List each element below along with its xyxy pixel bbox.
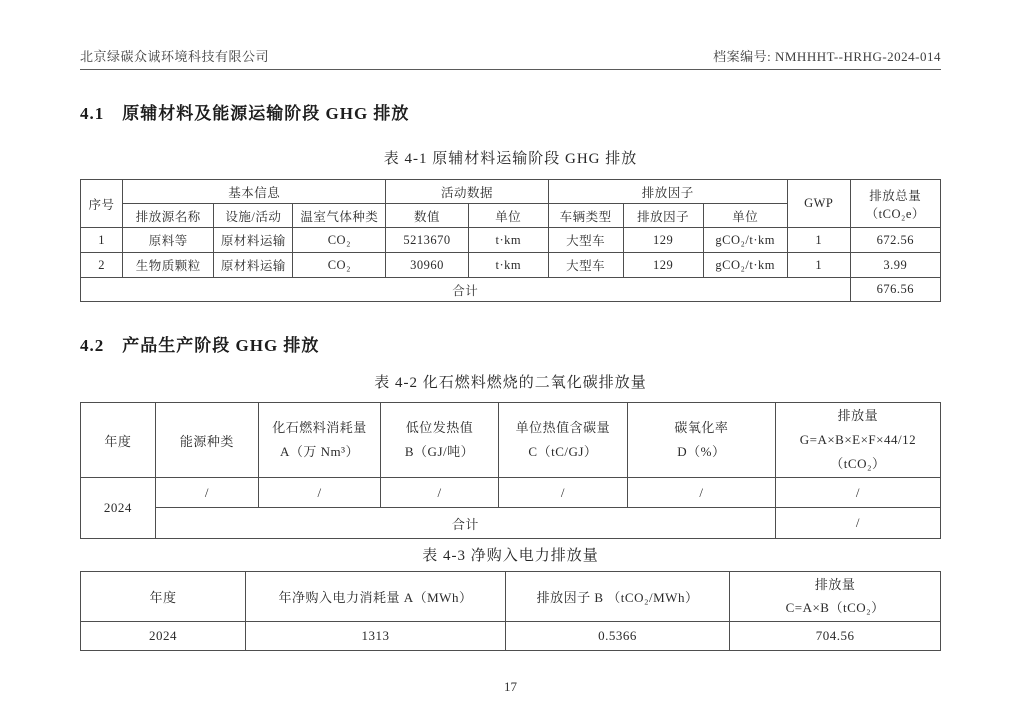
section-4-2-heading (80, 331, 941, 356)
t3-header-year: 年度 (81, 572, 246, 622)
t3-header-emission (730, 572, 941, 622)
archive-number: 档案编号: NMHHHT--HRHG-2024-014 (713, 49, 941, 64)
t2-header-year: 年度 (81, 403, 156, 478)
t1-subheader-value: 数值 (386, 204, 469, 228)
page-number: 17 (504, 679, 517, 694)
section-number: 4.2 (80, 336, 105, 355)
t2-header-emission-line1: 排放量 (837, 407, 879, 423)
table-cell: / (627, 478, 775, 508)
table-row (81, 228, 941, 253)
table-cell: 5213670 (386, 228, 469, 253)
t1-header-total-line2: （tCO₂e） (865, 206, 925, 221)
table-cell: 0.5366 (505, 622, 729, 651)
table-4-1 (80, 179, 941, 302)
table-cell: 2 (81, 253, 123, 278)
t2-header-emission-line2: G=A×B×E×F×44/12 (799, 431, 917, 447)
t2-header-heating-value (381, 403, 499, 478)
t1-header-basic-info: 基本信息 (123, 180, 386, 204)
t2-year-cell: 2024 (81, 478, 156, 539)
table-cell: / (381, 478, 499, 508)
table-cell: 1313 (246, 622, 506, 651)
t2-header-oxidation-rate (627, 403, 775, 478)
t2-header-oxidation-line1: 碳氧化率 (674, 419, 729, 435)
t1-total-value: 676.56 (850, 278, 940, 302)
table-total-row (81, 278, 941, 302)
section-title: 原辅材料及能源运输阶段 GHG 排放 (122, 104, 410, 123)
t2-header-consumption-line2: A（万 Nm³） (280, 444, 360, 459)
t3-header-consumption: 年净购入电力消耗量 A（MWh） (246, 572, 506, 622)
table-cell: CO₂ (293, 228, 386, 253)
t2-header-carbon-line2: C（tC/GJ） (528, 444, 598, 459)
table-cell: 672.56 (850, 228, 940, 253)
table-cell: gCO₂/t·km (703, 228, 787, 253)
table-cell: 1 (787, 253, 850, 278)
company-name: 北京绿碳众诚环境科技有限公司 (80, 49, 270, 64)
t2-header-emission-line3: （tCO₂） (830, 456, 886, 472)
page-header (80, 0, 941, 65)
t2-header-heating-line2: B（GJ/吨） (404, 444, 475, 459)
table-cell: 生物质颗粒 (123, 253, 214, 278)
t1-subheader-source-name: 排放源名称 (123, 204, 214, 228)
t1-subheader-factor-unit: 单位 (703, 204, 787, 228)
t1-total-label: 合计 (81, 278, 851, 302)
t2-total-label: 合计 (155, 508, 775, 539)
t2-header-heating-line1: 低位发热值 (405, 419, 474, 435)
t1-subheader-gas-type: 温室气体种类 (293, 204, 386, 228)
table-4-1-caption: 表 4-1 原辅材料运输阶段 GHG 排放 (383, 151, 638, 167)
t1-header-total (850, 180, 940, 228)
table-cell: 1 (81, 228, 123, 253)
table-row (81, 253, 941, 278)
t2-header-carbon-line1: 单位热值含碳量 (515, 419, 611, 435)
t1-subheader-facility: 设施/活动 (214, 204, 293, 228)
t2-header-carbon-content (498, 403, 627, 478)
table-cell: / (259, 478, 381, 508)
table-cell: 704.56 (730, 622, 941, 651)
t3-header-emission-line2: C=A×B（tCO₂） (785, 599, 885, 615)
t1-subheader-vehicle-type: 车辆类型 (548, 204, 623, 228)
t1-subheader-unit: 单位 (468, 204, 548, 228)
table-row (81, 622, 941, 651)
table-cell: 1 (787, 228, 850, 253)
section-number: 4.1 (80, 104, 105, 123)
table-cell: 3.99 (850, 253, 940, 278)
t2-header-consumption (259, 403, 381, 478)
table-row (81, 403, 941, 478)
table-cell: t·km (468, 253, 548, 278)
table-cell: 原料等 (123, 228, 214, 253)
table-cell: 原材料运输 (214, 228, 293, 253)
table-cell: 129 (623, 228, 703, 253)
t2-header-emission (775, 403, 940, 478)
table-cell: 2024 (81, 622, 246, 651)
table-cell: CO₂ (293, 253, 386, 278)
header-rule (80, 69, 941, 70)
table-total-row (81, 508, 941, 539)
section-4-1-heading (80, 99, 941, 124)
table-4-2 (80, 402, 941, 539)
t2-header-energy-type: 能源种类 (155, 403, 258, 478)
t3-header-factor: 排放因子 B （tCO₂/MWh） (505, 572, 729, 622)
table-cell: 129 (623, 253, 703, 278)
t1-header-total-line1: 排放总量 (869, 188, 922, 203)
t1-header-gwp: GWP (787, 180, 850, 228)
section-title: 产品生产阶段 GHG 排放 (122, 336, 320, 355)
t1-header-emission-factor: 排放因子 (548, 180, 787, 204)
table-cell: / (498, 478, 627, 508)
table-cell: 大型车 (548, 228, 623, 253)
table-cell: 原材料运输 (214, 253, 293, 278)
table-cell: gCO₂/t·km (703, 253, 787, 278)
table-row (81, 572, 941, 622)
t1-header-index: 序号 (81, 180, 123, 228)
table-4-3 (80, 571, 941, 651)
table-cell: / (775, 478, 940, 508)
t1-subheader-factor: 排放因子 (623, 204, 703, 228)
t2-header-consumption-line1: 化石燃料消耗量 (272, 419, 367, 435)
table-4-2-caption: 表 4-2 化石燃料燃烧的二氧化碳排放量 (374, 375, 647, 391)
table-cell: 大型车 (548, 253, 623, 278)
table-row (81, 180, 941, 204)
table-cell: 30960 (386, 253, 469, 278)
t2-header-oxidation-line2: D（%） (677, 444, 726, 459)
t1-header-activity-data: 活动数据 (386, 180, 549, 204)
table-cell: t·km (468, 228, 548, 253)
table-4-3-caption: 表 4-3 净购入电力排放量 (422, 548, 599, 564)
table-cell: / (155, 478, 258, 508)
t2-total-value: / (775, 508, 940, 539)
table-row (81, 478, 941, 508)
t3-header-emission-line1: 排放量 (814, 577, 856, 593)
